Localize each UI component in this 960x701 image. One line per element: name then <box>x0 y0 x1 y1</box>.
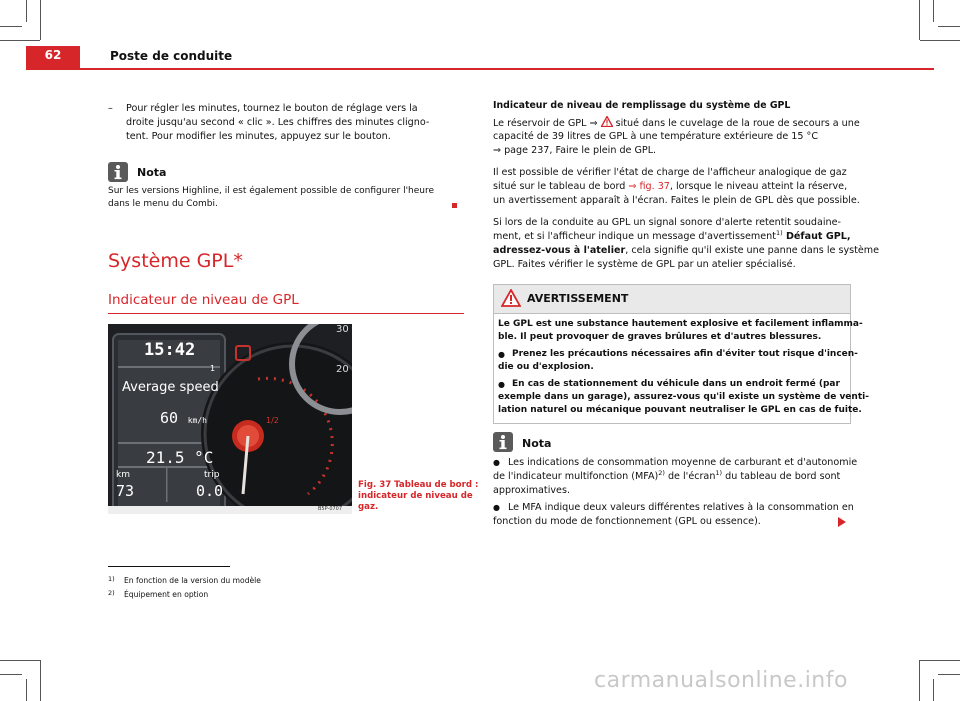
para3-line-3 <box>493 244 879 257</box>
para3-bold-1: Défaut GPL, <box>782 231 851 242</box>
para3-line-4: GPL. Faites vérifier le système de GPL par un atelier spécialisé. <box>493 259 796 270</box>
figure-code: B5P-0707 <box>318 506 343 512</box>
para1-line-2: capacité de 39 litres de GPL à une température extérieure de 15 °C <box>493 131 819 142</box>
warning-triangle-icon <box>501 289 521 307</box>
warning-bullet: ● <box>498 350 505 359</box>
crop-mark <box>938 674 960 675</box>
para2-line-2a: situé sur le tableau de bord <box>493 181 629 192</box>
dash-item-line-3: tent. Pour modifier les minutes, appuyez sur le bouton. <box>126 131 391 142</box>
warning-bullet-1-line-2: die ou d'explosion. <box>498 362 594 372</box>
crop-mark <box>40 660 41 701</box>
warning-bullet-1-line-1: Prenez les précautions nécessaires afin d'éviter tout risque d'incen- <box>512 349 858 359</box>
note2-bullet-1-line-2 <box>493 470 840 483</box>
note-bullet: ● <box>493 458 500 467</box>
continue-arrow-icon <box>838 517 846 527</box>
footnote-mark: 2) <box>108 589 115 597</box>
dial-30: 30 <box>336 324 349 335</box>
note-icon <box>493 432 513 452</box>
crop-mark <box>40 0 41 40</box>
warning-line-2: ble. Il peut provoquer de graves brûlures et d'autres blessures. <box>498 332 822 342</box>
note-icon <box>108 162 128 182</box>
note2-line-2c: du tableau de bord sont <box>722 471 841 482</box>
para2-line-2b: , lorsque le niveau atteint la réserve, <box>669 181 848 192</box>
note2-line-2a: de l'indicateur multifonction (MFA) <box>493 471 659 482</box>
display-trip-label: trip <box>204 470 220 480</box>
figure-caption-line-3: gaz. <box>358 502 379 512</box>
note2-bullet-1-line-3: approximatives. <box>493 485 570 496</box>
dash-item-line-1: Pour régler les minutes, tournez le bouton de réglage vers la <box>126 103 418 114</box>
note2-bullet-2-line-2: fonction du mode de fonctionnement (GPL ou essence). <box>493 516 761 527</box>
para3-bold-2: adressez-vous à l'atelier <box>493 245 626 256</box>
crop-mark <box>0 40 40 41</box>
dashboard-photo <box>108 324 352 514</box>
footnote-ref: 1) <box>775 228 783 237</box>
gauge-mark: 1/2 <box>266 416 279 425</box>
para1-line-1b: situé dans le cuvelage de la roue de secours a une <box>612 118 860 129</box>
crop-mark <box>26 679 27 701</box>
crop-mark <box>0 660 40 661</box>
note-line-2: dans le menu du Combi. <box>108 199 218 209</box>
section-title: Système GPL* <box>108 250 243 272</box>
para2-line-2 <box>493 180 847 193</box>
warning-bullet-2-line-1: En cas de stationnement du véhicule dans un endroit fermé (par <box>512 379 840 389</box>
footnote-ref: 2) <box>658 468 665 477</box>
note-title: Nota <box>137 166 167 179</box>
warning-bullet: ● <box>498 380 505 389</box>
figure-caption-line-1: Fig. 37 Tableau de bord : <box>358 480 479 490</box>
crop-mark <box>0 26 22 27</box>
footnote-mark: 1) <box>108 575 115 583</box>
crop-mark <box>938 26 960 27</box>
para1-line-3: ⇒ page 237, Faire le plein de GPL. <box>493 145 657 156</box>
footnote-ref: 1) <box>715 468 723 477</box>
display-km-label: km <box>116 470 130 480</box>
dash-bullet: – <box>108 103 113 114</box>
subsection-rule <box>108 313 464 314</box>
warning-line-1: Le GPL est une substance hautement explosive et facilement inflamma- <box>498 319 863 329</box>
para1-line-1 <box>493 116 860 130</box>
warning-bullet-2-line-3: lation naturel ou mécanique pouvant neutraliser le GPL en cas de fuite. <box>498 405 862 415</box>
figure-link[interactable]: ⇒ fig. 37 <box>628 181 670 192</box>
note-bullet: ● <box>493 503 500 512</box>
note-line-1: Sur les versions Highline, il est également possible de configurer l'heure <box>108 186 435 196</box>
figure-caption-line-2: indicateur de niveau de <box>358 491 473 501</box>
crop-mark <box>919 0 920 40</box>
para2-line-1: Il est possible de vérifier l'état de charge de l'afficheur analogique de gaz <box>493 167 847 178</box>
header-rule <box>80 68 934 70</box>
right-heading: Indicateur de niveau de remplissage du système de GPL <box>493 100 791 111</box>
para3-line-1: Si lors de la conduite au GPL un signal sonore d'alerte retentit soudaine- <box>493 217 841 228</box>
warning-triangle-icon <box>601 116 613 127</box>
display-km-value: 73 <box>116 482 135 500</box>
display-speed-value: 60 <box>160 409 179 427</box>
warning-bullet-2-line-2: exemple dans un garage), assurez-vous qu'il existe un système de venti- <box>498 392 869 402</box>
footnote-rule <box>108 566 230 567</box>
warning-title: AVERTISSEMENT <box>527 292 629 305</box>
footnote-text: Équipement en option <box>124 590 209 599</box>
display-gear: 1 <box>210 364 216 373</box>
note2-bullet-1-line-1: Les indications de consommation moyenne de carburant et d'autonomie <box>508 457 858 468</box>
display-speed-unit: km/h <box>187 416 207 425</box>
footnote-text: En fonction de la version du modèle <box>124 576 261 585</box>
end-marker <box>452 203 457 208</box>
note2-bullet-2-line-1: Le MFA indique deux valeurs différentes relatives à la consommation en <box>508 502 854 513</box>
crop-mark <box>920 40 960 41</box>
display-temp: 21.5 °C <box>146 448 214 467</box>
para3-line-2 <box>493 230 851 243</box>
chapter-title: Poste de conduite <box>110 49 233 63</box>
para3-line-3b: , cela signifie qu'il existe une panne dans le système <box>625 245 880 256</box>
display-speed <box>160 408 207 427</box>
display-trip-value: 0.0 <box>196 482 224 500</box>
page-number: 62 <box>44 48 62 62</box>
display-time: 15:42 <box>144 340 196 360</box>
para1-line-1a: Le réservoir de GPL ⇒ <box>493 118 598 129</box>
watermark: carmanualsonline.info <box>594 668 848 693</box>
crop-mark <box>26 0 27 22</box>
dial-20: 20 <box>336 364 349 375</box>
crop-mark <box>933 0 934 22</box>
para3-line-2a: ment, et si l'afficheur indique un message d'avertissement <box>493 231 776 242</box>
crop-mark <box>933 679 934 701</box>
crop-mark <box>920 660 960 661</box>
note2-line-2b: de l'écran <box>664 471 716 482</box>
dash-item-line-2: droite jusqu'au second « clic ». Les chiffres des minutes cligno- <box>126 117 430 128</box>
para2-line-3: un avertissement apparaît à l'écran. Faites le plein de GPL dès que possible. <box>493 195 860 206</box>
subsection-title: Indicateur de niveau de GPL <box>108 292 299 308</box>
crop-mark <box>919 660 920 701</box>
crop-mark <box>0 674 22 675</box>
display-label: Average speed <box>122 380 219 395</box>
note-title: Nota <box>522 437 552 450</box>
